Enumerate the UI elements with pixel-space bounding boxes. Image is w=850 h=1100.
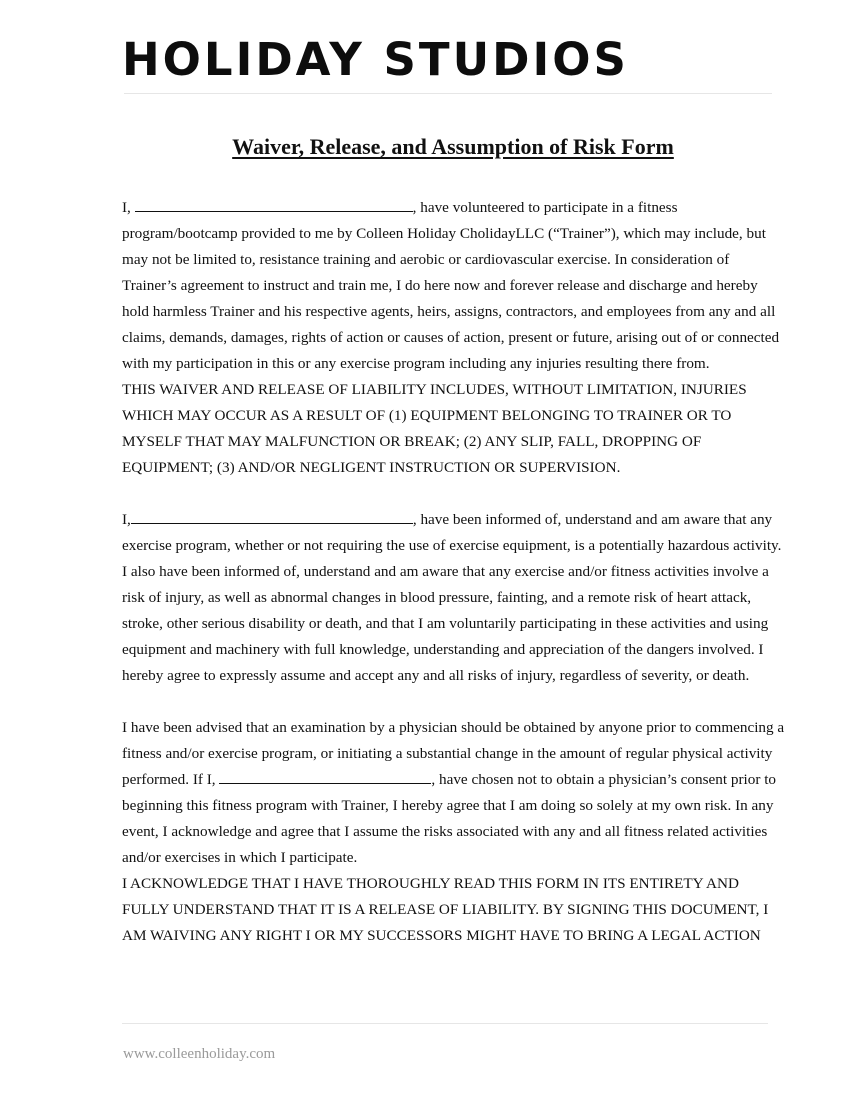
footer-divider	[122, 1023, 768, 1024]
text-line: Trainer’s agreement to instruct and train me, I do here now and forever release and discharge and hereby	[122, 277, 758, 294]
paragraph-gap	[122, 481, 790, 507]
text-segment: , have been informed of, understand and am aware that any	[412, 511, 773, 528]
paragraph-volunteer-release	[122, 195, 790, 481]
footer-website: www.colleenholiday.com	[123, 1046, 276, 1062]
text-line: fitness and/or exercise program, or initiating a substantial change in the amount of regular physical activity	[122, 745, 773, 762]
header-divider	[124, 93, 772, 94]
text-line: hold harmless Trainer and his respective agents, heirs, assigns, contractors, and employees from any and all	[122, 303, 776, 320]
text-line: EQUIPMENT; (3) AND/OR NEGLIGENT INSTRUCTION OR SUPERVISION.	[122, 459, 621, 476]
text-line: claims, demands, damages, rights of action or causes of action, present or future, arising out of or connected	[122, 329, 780, 346]
text-line	[122, 195, 790, 221]
participant-name-blank-2[interactable]	[131, 509, 413, 524]
text-line: beginning this fitness program with Trainer, I hereby agree that I am doing so solely at my own risk. In any	[122, 797, 774, 814]
text-line	[122, 507, 790, 533]
text-line: WHICH MAY OCCUR AS A RESULT OF (1) EQUIPMENT BELONGING TO TRAINER OR TO	[122, 407, 732, 424]
participant-name-blank-3[interactable]	[219, 769, 431, 784]
text-segment: I,	[122, 199, 135, 216]
text-segment: performed. If I,	[122, 771, 220, 788]
text-segment: , have volunteered to participate in a fitness	[412, 199, 678, 216]
text-line: stroke, other serious disability or death, and that I am voluntarily participating in these activities and using	[122, 615, 769, 632]
text-line: I have been advised that an examination by a physician should be obtained by anyone prior to commencing a	[122, 719, 785, 736]
text-line: program/bootcamp provided to me by Colleen Holiday CholidayLLC (“Trainer”), which may include, but	[122, 225, 766, 242]
text-line	[122, 767, 790, 793]
paragraph-physician-advice	[122, 715, 790, 949]
text-line: FULLY UNDERSTAND THAT IT IS A RELEASE OF LIABILITY. BY SIGNING THIS DOCUMENT, I	[122, 901, 769, 918]
text-line: I also have been informed of, understand and am aware that any exercise and/or fitness activities involve a	[122, 563, 769, 580]
text-line: exercise program, whether or not requiring the use of exercise equipment, is a potentially hazardous activity.	[122, 537, 782, 554]
text-line: risk of injury, as well as abnormal changes in blood pressure, fainting, and a remote risk of heart attack,	[122, 589, 752, 606]
text-line: AM WAIVING ANY RIGHT I OR MY SUCCESSORS MIGHT HAVE TO BRING A LEGAL ACTION	[122, 927, 761, 944]
brand-logo: HOLIDAY STUDIOS	[122, 33, 629, 86]
text-segment: I,	[122, 511, 131, 528]
text-line: event, I acknowledge and agree that I assume the risks associated with any and all fitness related activities	[122, 823, 768, 840]
paragraph-risk-awareness	[122, 507, 790, 689]
document-body	[122, 195, 790, 949]
text-segment: , have chosen not to obtain a physician’s consent prior to	[431, 771, 777, 788]
text-line: may not be limited to, resistance training and aerobic or cardiovascular exercise. In consideration of	[122, 251, 730, 268]
paragraph-gap	[122, 689, 790, 715]
participant-name-blank-1[interactable]	[135, 197, 413, 212]
text-line: MYSELF THAT MAY MALFUNCTION OR BREAK; (2) ANY SLIP, FALL, DROPPING OF	[122, 433, 702, 450]
text-line: and/or exercises in which I participate.	[122, 849, 358, 866]
text-line: I ACKNOWLEDGE THAT I HAVE THOROUGHLY READ THIS FORM IN ITS ENTIRETY AND	[122, 875, 739, 892]
text-line: hereby agree to expressly assume and accept any and all risks of injury, regardless of severity, or death.	[122, 667, 750, 684]
text-line: with my participation in this or any exercise program including any injuries resulting there from.	[122, 355, 710, 372]
text-line: equipment and machinery with full knowledge, understanding and appreciation of the dangers involved. I	[122, 641, 764, 658]
text-line: THIS WAIVER AND RELEASE OF LIABILITY INCLUDES, WITHOUT LIMITATION, INJURIES	[122, 381, 747, 398]
document-title: Waiver, Release, and Assumption of Risk Form	[232, 134, 674, 159]
